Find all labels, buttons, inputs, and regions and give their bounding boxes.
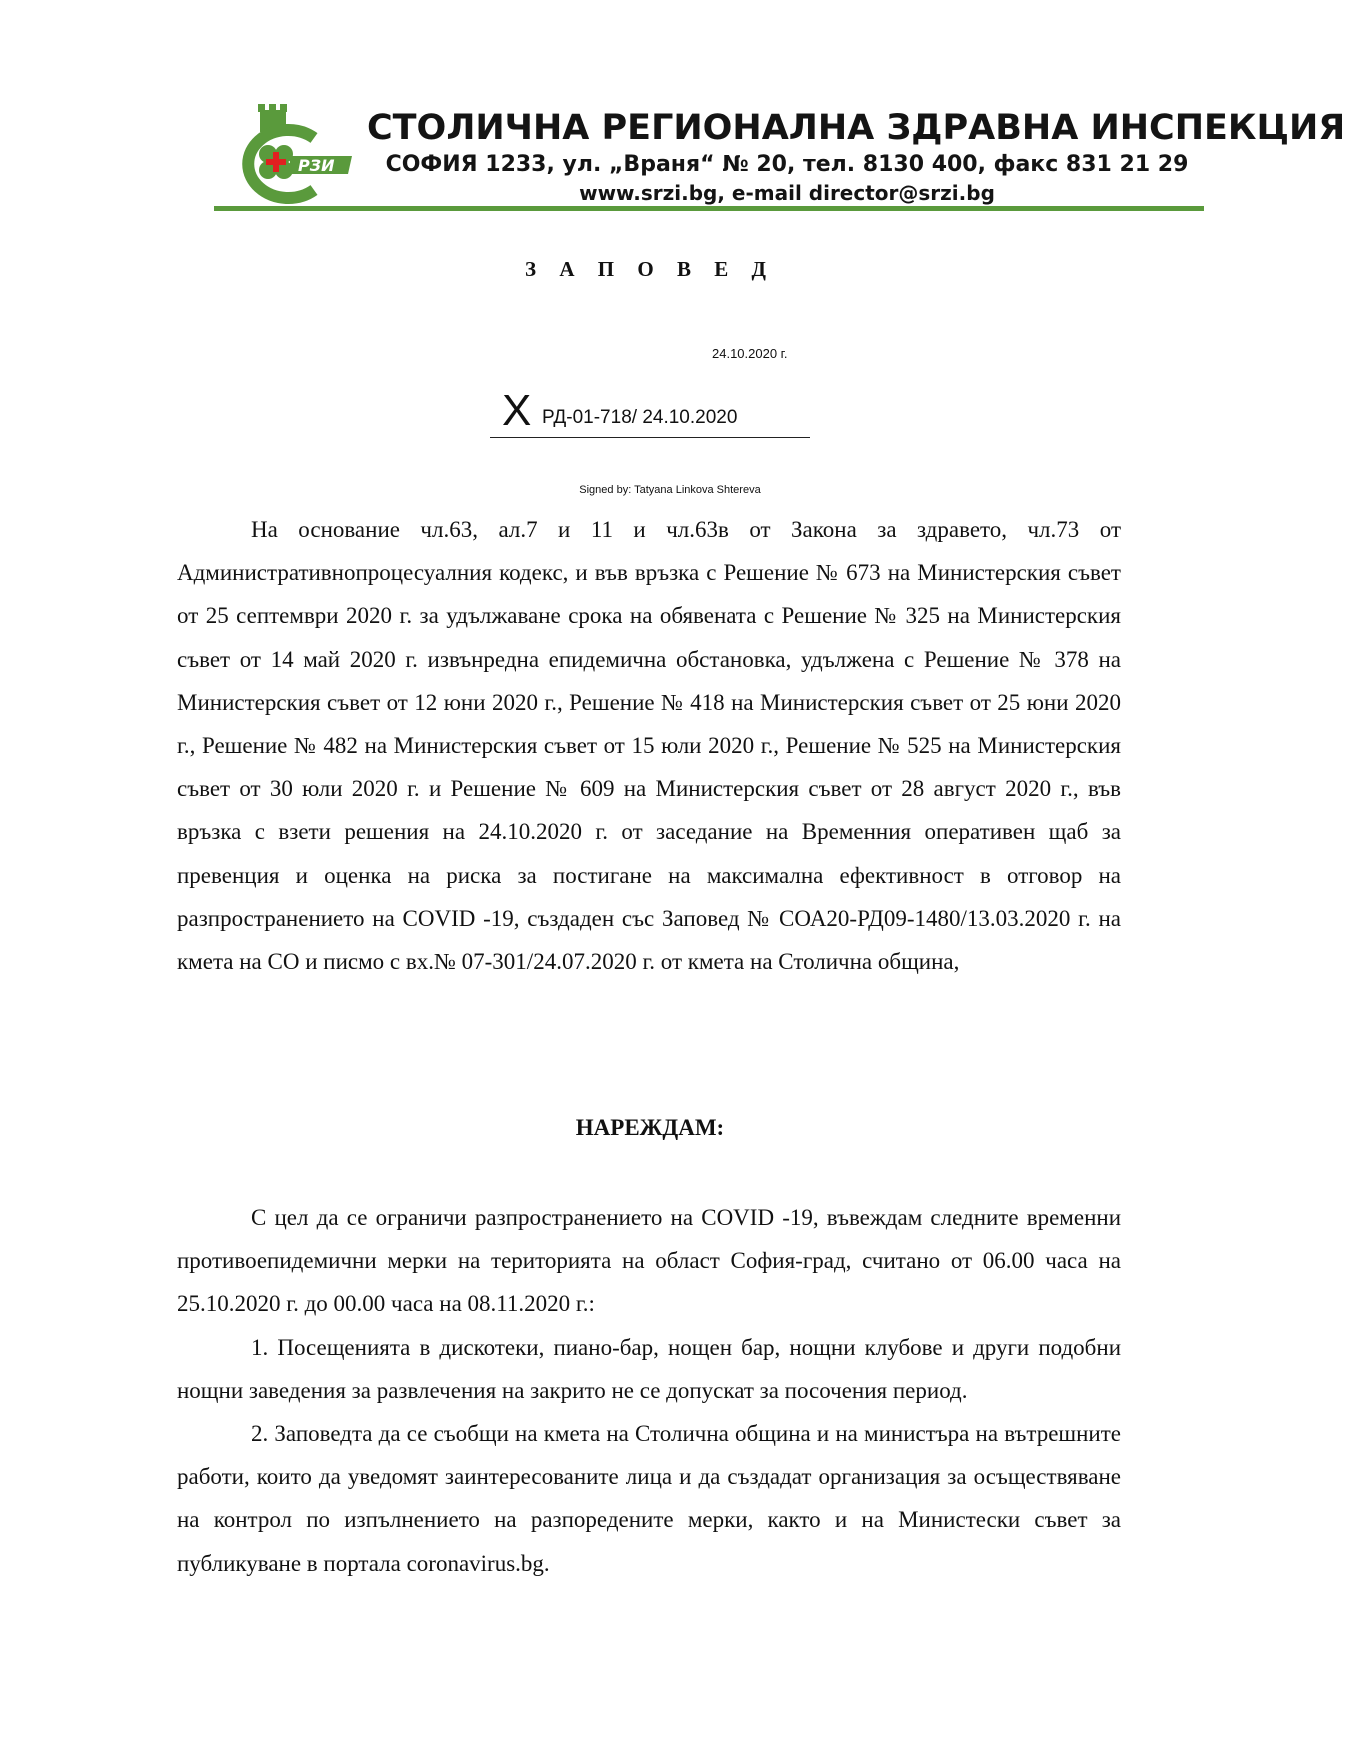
document-reference: РД-01-718/ 24.10.2020 bbox=[542, 407, 738, 428]
logo-text: РЗИ bbox=[298, 156, 335, 175]
institution-name: СТОЛИЧНА РЕГИОНАЛНА ЗДРАВНА ИНСПЕКЦИЯ bbox=[367, 108, 1345, 148]
institution-web-email: www.srzi.bg, e-mail director@srzi.bg bbox=[579, 181, 995, 205]
order-heading: НАРЕЖДАМ: bbox=[575, 1115, 725, 1140]
intro-paragraph: С цел да се ограничи разпространението на COVID -19, въвеждам следните временни противоепидемични мерки на територията на област София-град, считано от 06.00 часа на 25.10.2020 г. до 00.00 часа на 08.11.2020 г.: bbox=[177, 1205, 1121, 1317]
item-1-paragraph: 1. Посещенията в дискотеки, пиано-бар, нощен бар, нощни клубове и други подобни нощни заведения за развлечения на закрито не се допускат за посочения период. bbox=[177, 1334, 1121, 1403]
document-title: З А П О В Е Д bbox=[525, 257, 775, 281]
signature-mark: X bbox=[502, 386, 532, 435]
institution-address: СОФИЯ 1233, ул. „Враня“ № 20, тел. 8130 400, факс 831 21 29 bbox=[385, 152, 1189, 177]
signature-line bbox=[490, 385, 810, 438]
order-section bbox=[177, 1196, 1121, 1585]
header-divider bbox=[214, 206, 1204, 211]
letterhead bbox=[214, 100, 1345, 212]
signed-by: Signed by: Tatyana Linkova Shtereva bbox=[579, 484, 761, 496]
rzi-logo-icon bbox=[232, 104, 357, 204]
document-date: 24.10.2020 г. bbox=[712, 346, 788, 361]
preamble-paragraph: На основание чл.63, ал.7 и 11 и чл.63в от Закона за здравето, чл.73 от Административнопроцесуалния кодекс, и във връзка с Решение № 673 на Министерския съвет от 25 септември 2020 г. за удължаване срока на обявената с Решение № 325 на Министерския съвет от 14 май 2020 г. извънредна епидемична обстановка, удължена с Решение № 378 на Министерския съвет от 12 юни 2020 г., Решение № 418 на Министерския съвет от 25 юни 2020 г., Решение № 482 на Министерския съвет от 15 юли 2020 г., Решение № 525 на Министерския съвет от 30 юли 2020 г. и Решение № 609 на Министерския съвет от 28 август 2020 г., във връзка с взети решения на 24.10.2020 г. от заседание на Временния оперативен щаб за превенция и оценка на риска за постигане на максимална ефективност в отговор на разпространението на COVID -19, създаден със Заповед № СОА20-РД09-1480/13.03.2020 г. на кмета на СО и писмо с вх.№ 07-301/24.07.2020 г. от кмета на Столична община, bbox=[177, 517, 1121, 975]
item-2-paragraph: 2. Заповедта да се съобщи на кмета на Столична община и на министъра на вътрешните работи, които да уведомят заинтересованите лица и да създадат организация за осъществяване на контрол по изпълнението на разпоредените мерки, както и на Министески съвет за публикуване в портала coronavirus.bg. bbox=[177, 1421, 1121, 1576]
preamble-section bbox=[177, 508, 1121, 983]
